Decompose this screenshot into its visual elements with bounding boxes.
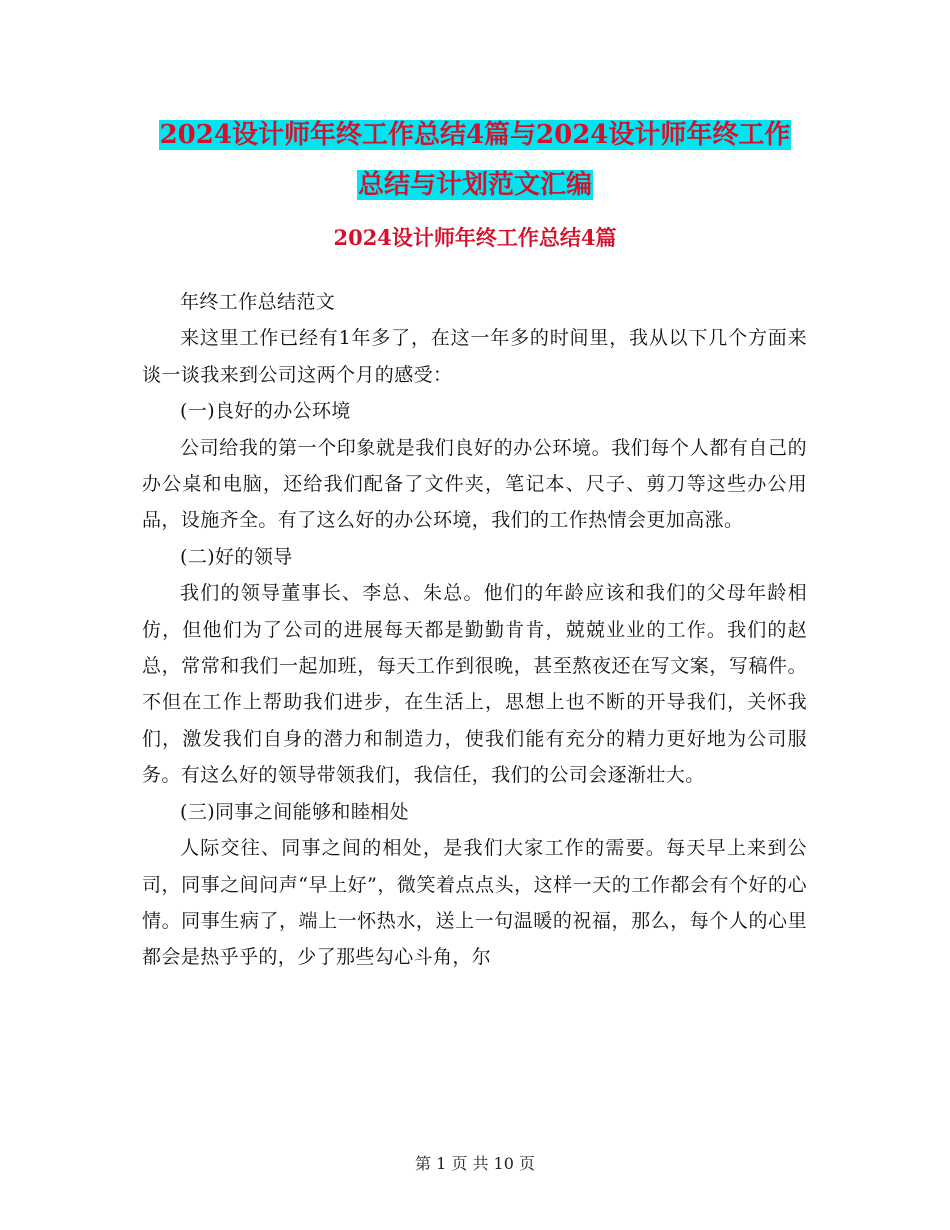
title-line-2: 总结与计划范文汇编 bbox=[357, 170, 592, 200]
document-title bbox=[0, 110, 950, 210]
paragraph: 人际交往、同事之间的相处，是我们大家工作的需要。每天早上来到公司，同事之间问声“早上好”，微笑着点点头，这样一天的工作都会有个好的心情。同事生病了，端上一怀热水，送上一句温暖的祝福，那么，每个人的心里都会是热乎乎的，少了那些勾心斗角，尔 bbox=[142, 837, 807, 969]
paragraph: (一)良好的办公环境 bbox=[180, 400, 351, 423]
title-line-1: 2024设计师年终工作总结4篇与2024设计师年终工作 bbox=[159, 120, 791, 150]
paragraph: 公司给我的第一个印象就是我们良好的办公环境。我们每个人都有自己的办公桌和电脑，还给我们配备了文件夹，笔记本、尺子、剪刀等这些办公用品，设施齐全。有了这么好的办公环境，我们的工作热情会更加高涨。 bbox=[142, 436, 807, 532]
paragraph: 来这里工作已经有1年多了，在这一年多的时间里，我从以下几个方面来谈一谈我来到公司这两个月的感受： bbox=[142, 327, 807, 386]
paragraph: 我们的领导董事长、李总、朱总。他们的年龄应该和我们的父母年龄相仿，但他们为了公司的进展每天都是勤勤肯肯，兢兢业业的工作。我们的赵总，常常和我们一起加班，每天工作到很晚，甚至熬夜还在写文案，写稿件。不但在工作上帮助我们进步，在生活上，思想上也不断的开导我们，关怀我们，激发我们自身的潜力和制造力，使我们能有充分的精力更好地为公司服务。有这么好的领导带领我们，我信任，我们的公司会逐渐壮大。 bbox=[142, 582, 807, 787]
document-body bbox=[142, 284, 807, 976]
section-title: 2024设计师年终工作总结4篇 bbox=[333, 225, 617, 250]
paragraph: (三)同事之间能够和睦相处 bbox=[180, 800, 410, 823]
paragraph: (二)好的领导 bbox=[180, 545, 293, 568]
page-footer: 第 1 页 共 10 页 bbox=[415, 1154, 535, 1173]
paragraph: 年终工作总结范文 bbox=[180, 291, 336, 313]
